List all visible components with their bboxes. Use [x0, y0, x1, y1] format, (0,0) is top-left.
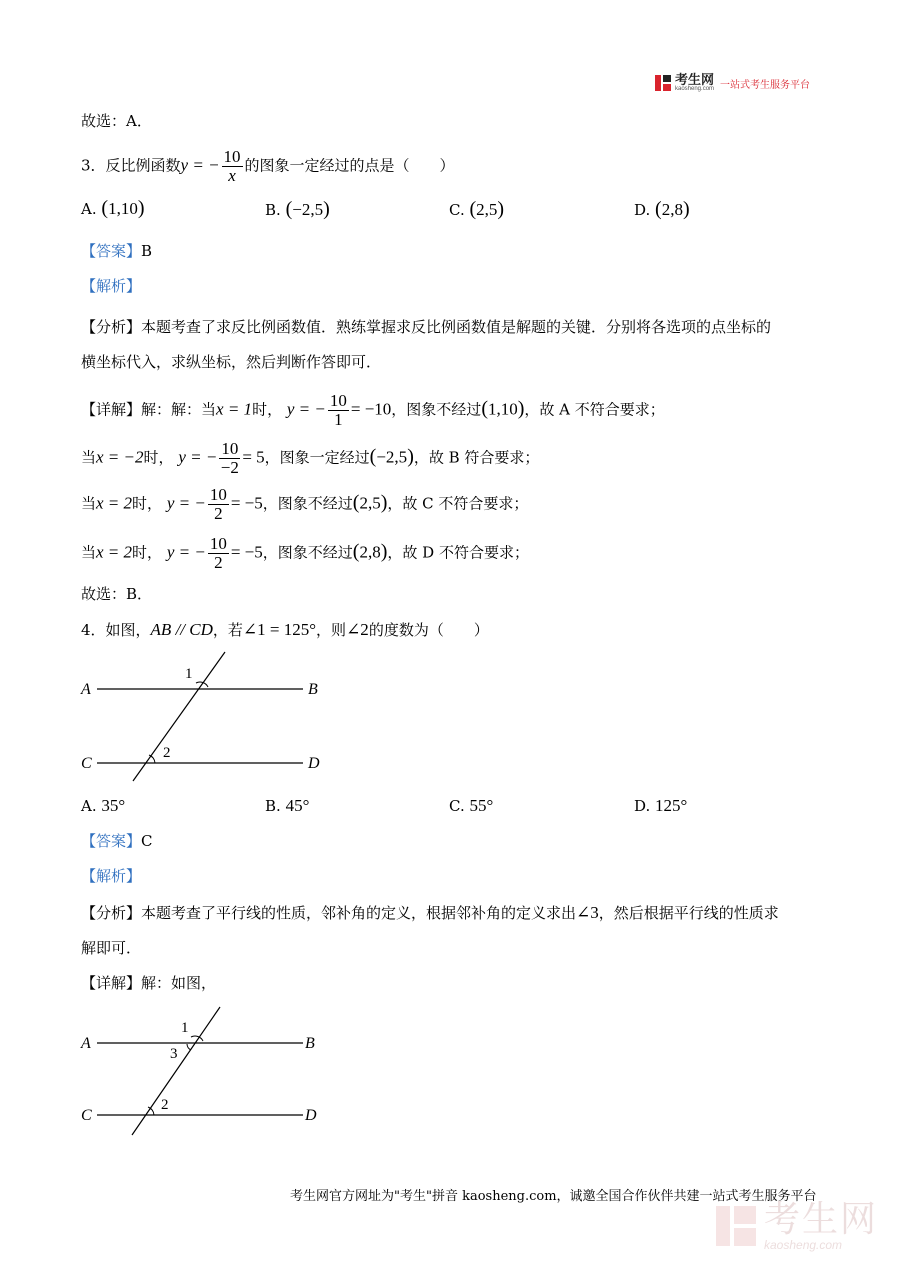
q4-option-d: D. 125°: [634, 796, 688, 815]
q4-option-c: C. 55°: [449, 796, 494, 815]
label-angle-1: 1: [181, 1020, 189, 1036]
q3-detail-line4: 当x = 2时， y = − $\frac{10}{2}$ = −5，图象不经过(2,8)，故 D 不符合要求；: [81, 534, 529, 572]
q4-solution-figure: [75, 1005, 335, 1145]
watermark-name: 考生网: [764, 1198, 879, 1239]
q4-detail: 【详解】解：如图，: [81, 974, 217, 992]
label-angle-2: 2: [161, 1097, 169, 1113]
angle-2-arc: [149, 755, 155, 763]
label-c: C: [81, 755, 92, 772]
q3-analysis-heading: 【解析】: [81, 277, 142, 295]
q3-detail-line3: 当x = 2时， y = − $\frac{10}{2}$ = −5，图象不经过(2,5)，故 C 不符合要求；: [81, 485, 529, 523]
q3-option-b: B. (−2,5): [265, 198, 330, 220]
q4-stem: 4．如图，AB // CD，若∠1 = 125°，则∠2的度数为（ ）: [81, 620, 489, 639]
q3-fenxi-line1: 【分析】本题考查了求反比例函数值．熟练掌握求反比例函数值是解题的关键．分别将各选项的点坐标的: [81, 318, 772, 336]
transversal: [132, 1007, 220, 1135]
q3-detail-line2: 当x = −2时， y = − $\frac{10}{-2}$ = 5，图象一定经过(−2,5)，故 B 符合要求；: [81, 439, 540, 477]
label-d: D: [308, 755, 320, 772]
label-angle-1: 1: [185, 666, 193, 682]
q3-answer: 【答案】B: [81, 242, 153, 260]
q4-answer: 【答案】C: [81, 832, 153, 850]
logo-slogan: 一站式考生服务平台: [720, 79, 811, 91]
watermark-logo-icon: [714, 1204, 758, 1248]
footer-text: 考生网官方网址为"考生"拼音 kaosheng.com，诚邀全国合作伙伴共建一站式考生服务平台: [290, 1189, 817, 1204]
logo-url: kaosheng.com: [675, 86, 715, 92]
label-a: A: [81, 681, 91, 698]
label-d: D: [305, 1107, 317, 1124]
watermark-url: kaosheng.com: [764, 1238, 843, 1252]
label-angle-3: 3: [170, 1046, 178, 1062]
q4-analysis-heading: 【解析】: [81, 867, 142, 885]
q3-stem: 3．反比例函数y = − $\frac{10}{x}$ 的图象一定经过的点是（ ）: [81, 147, 455, 185]
logo-name: 考生网: [675, 72, 715, 87]
q3-conclusion: 故选：B．: [81, 585, 153, 603]
header-logo: [654, 73, 810, 93]
q4-option-b: B. 45°: [265, 796, 310, 815]
q4-figure: [75, 645, 335, 785]
q4-fenxi-line1: 【分析】本题考查了平行线的性质，邻补角的定义，根据邻补角的定义求出∠3，然后根据平行线的性质求: [81, 903, 779, 922]
prev-answer: 故选：A．: [81, 112, 152, 130]
q4-fenxi-line2: 解即可．: [81, 939, 142, 957]
label-angle-2: 2: [163, 745, 171, 761]
q3-option-c: C. (2,5): [449, 198, 505, 220]
kaosheng-logo-icon: [654, 74, 672, 92]
q3-fenxi-line2: 横坐标代入，求纵坐标，然后判断作答即可．: [81, 353, 382, 371]
label-b: B: [305, 1035, 315, 1052]
label-b: B: [308, 681, 318, 698]
q4-option-a: A. 35°: [81, 796, 126, 815]
watermark: [714, 1200, 878, 1252]
label-a: A: [81, 1035, 91, 1052]
q3-option-d: D. (2,8): [634, 198, 690, 220]
transversal: [133, 652, 225, 781]
q3-option-a: A. (1,10): [81, 197, 145, 219]
q3-detail-line1: 【详解】解：解：当x = 1时， y = − $\frac{10}{1}$ = −10，图象不经过(1,10)，故 A 不符合要求；: [81, 391, 665, 429]
label-c: C: [81, 1107, 92, 1124]
